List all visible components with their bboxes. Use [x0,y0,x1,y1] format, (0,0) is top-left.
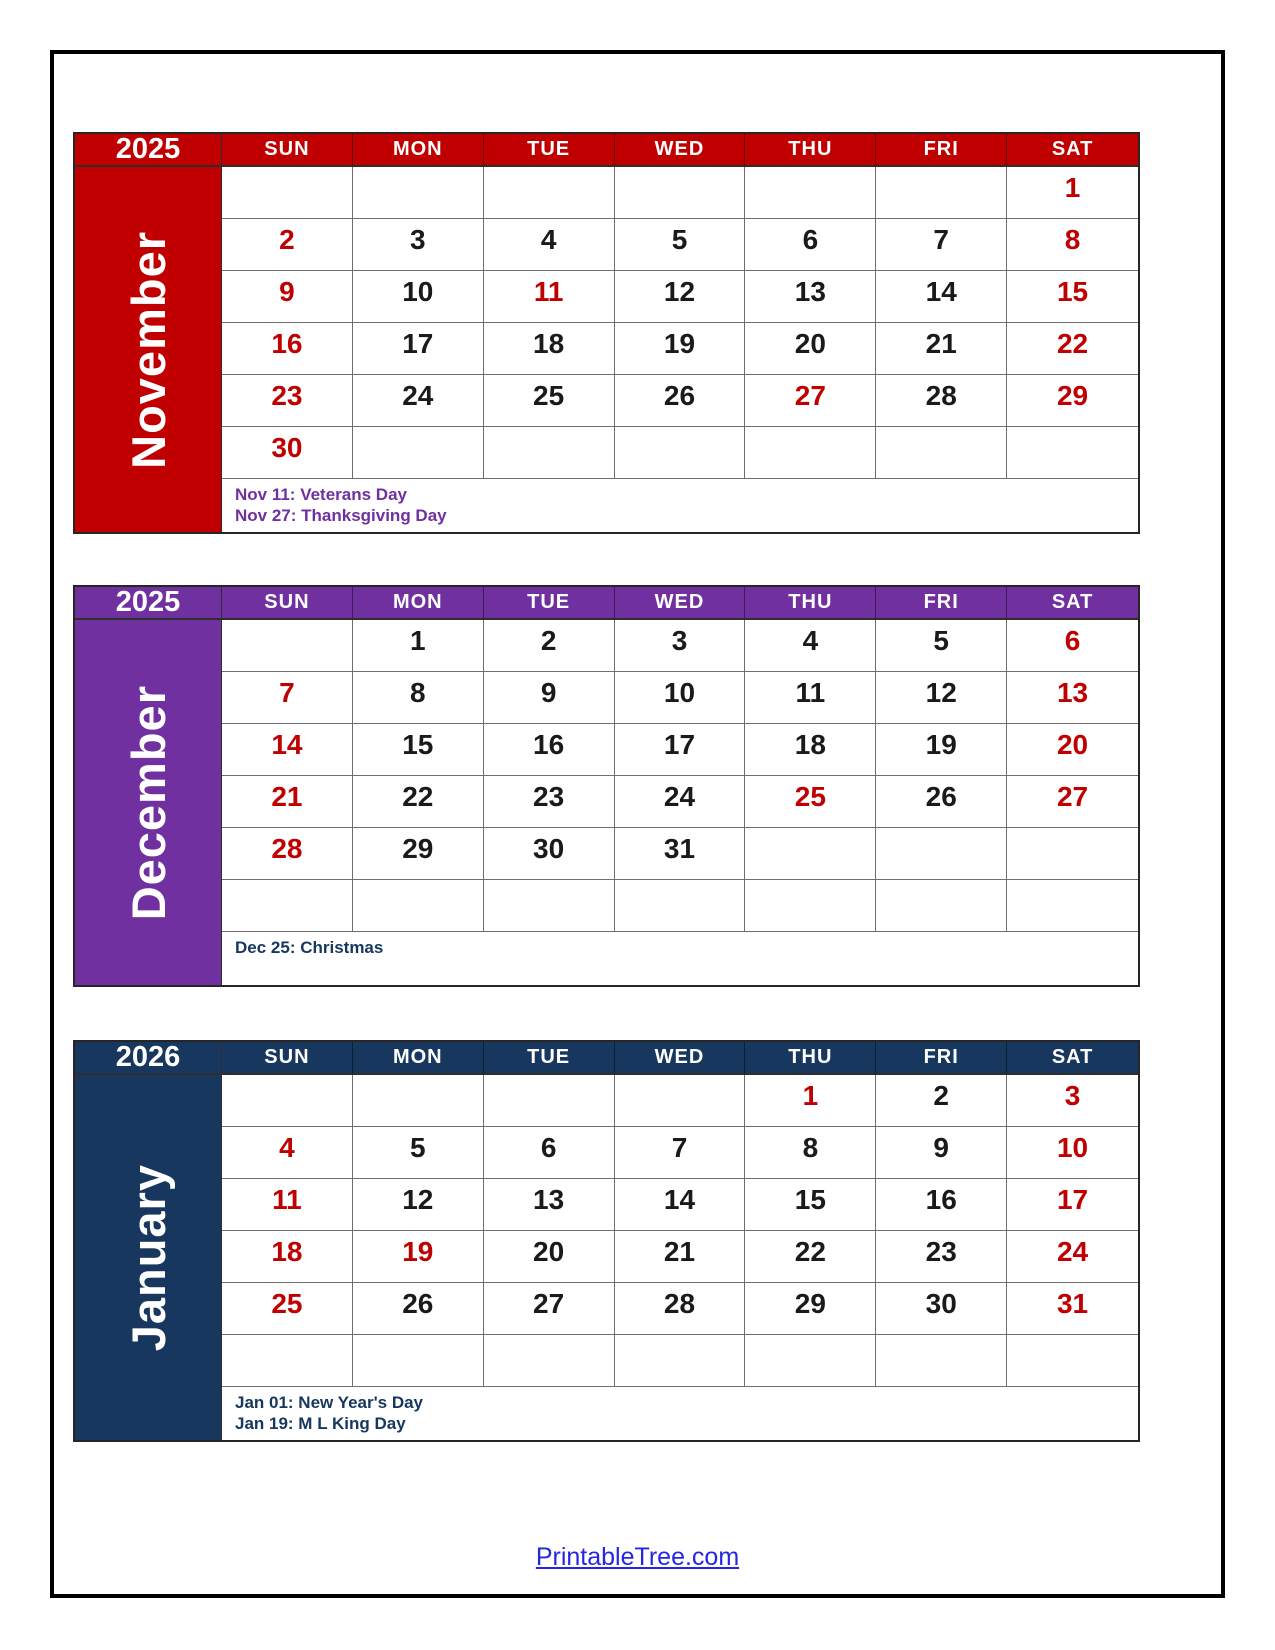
date-cell: 16 [876,1179,1007,1231]
date-cell: 12 [615,271,746,323]
date-cell [353,1075,484,1127]
date-cell: 24 [353,375,484,427]
month-name-strip-november [75,167,222,532]
date-cell: 15 [353,724,484,776]
date-cell [745,1335,876,1387]
date-cell: 1 [353,620,484,672]
date-cell: 16 [222,323,353,375]
date-cell: 30 [876,1283,1007,1335]
holiday-note: Dec 25: Christmas [235,938,384,957]
date-cell [745,427,876,479]
date-cell: 4 [222,1127,353,1179]
date-cell: 26 [876,776,1007,828]
page-border-frame [50,50,1225,1598]
day-header-wed: WED [615,134,746,167]
date-cell: 8 [353,672,484,724]
date-cell: 29 [745,1283,876,1335]
day-header-wed: WED [615,1042,746,1075]
date-cell: 30 [484,828,615,880]
date-cell [615,167,746,219]
year-label-january: 2026 [75,1042,222,1075]
date-cell [353,427,484,479]
date-cell: 3 [1007,1075,1138,1127]
date-cell: 10 [1007,1127,1138,1179]
day-header-sat: SAT [1007,1042,1138,1075]
date-cell: 5 [353,1127,484,1179]
date-cell [1007,880,1138,932]
footer-link[interactable]: PrintableTree.com [535,1543,740,1571]
day-header-fri: FRI [876,134,1007,167]
date-cell: 7 [876,219,1007,271]
date-cell: 19 [615,323,746,375]
date-cell [876,427,1007,479]
date-cell: 1 [1007,167,1138,219]
date-cell: 25 [745,776,876,828]
date-cell: 12 [876,672,1007,724]
date-cell: 10 [353,271,484,323]
day-header-sat: SAT [1007,587,1138,620]
day-header-mon: MON [353,1042,484,1075]
date-cell: 19 [876,724,1007,776]
date-cell [615,880,746,932]
date-cell: 21 [615,1231,746,1283]
date-cell: 9 [876,1127,1007,1179]
day-header-fri: FRI [876,587,1007,620]
month-label-january: January [121,1163,175,1352]
date-cell: 31 [615,828,746,880]
day-header-sun: SUN [222,1042,353,1075]
date-cell: 5 [876,620,1007,672]
date-cell: 4 [745,620,876,672]
date-cell: 9 [484,672,615,724]
date-cell [484,1335,615,1387]
day-header-tue: TUE [484,1042,615,1075]
date-cell: 23 [222,375,353,427]
day-header-tue: TUE [484,587,615,620]
date-cell: 25 [222,1283,353,1335]
date-cell: 11 [222,1179,353,1231]
date-cell: 16 [484,724,615,776]
day-header-tue: TUE [484,134,615,167]
date-cell [745,880,876,932]
date-cell: 20 [1007,724,1138,776]
month-table-january [73,1040,1140,1442]
date-cell: 29 [353,828,484,880]
day-header-sun: SUN [222,587,353,620]
date-cell: 6 [484,1127,615,1179]
date-cell [876,1335,1007,1387]
day-header-sat: SAT [1007,134,1138,167]
date-cell: 29 [1007,375,1138,427]
date-cell: 31 [1007,1283,1138,1335]
date-cell: 2 [222,219,353,271]
holiday-note: Nov 27: Thanksgiving Day [235,506,447,525]
month-table-november [73,132,1140,534]
date-cell: 22 [353,776,484,828]
month-name-strip-december [75,620,222,985]
date-cell [222,1075,353,1127]
day-header-thu: THU [745,134,876,167]
day-header-mon: MON [353,134,484,167]
month-label-december: December [121,684,175,921]
date-cell: 6 [745,219,876,271]
day-header-fri: FRI [876,1042,1007,1075]
date-cell: 28 [615,1283,746,1335]
date-cell: 7 [615,1127,746,1179]
date-cell: 2 [484,620,615,672]
month-table-december [73,585,1140,987]
date-cell: 7 [222,672,353,724]
date-cell: 19 [353,1231,484,1283]
day-header-thu: THU [745,1042,876,1075]
month-label-november: November [121,230,175,469]
date-cell: 22 [745,1231,876,1283]
date-cell: 27 [484,1283,615,1335]
date-cell: 27 [1007,776,1138,828]
date-cell [353,167,484,219]
date-cell: 13 [1007,672,1138,724]
date-cell [745,828,876,880]
day-header-thu: THU [745,587,876,620]
date-cell: 24 [1007,1231,1138,1283]
date-cell: 14 [615,1179,746,1231]
year-label-december: 2025 [75,587,222,620]
date-cell [484,427,615,479]
date-cell [745,167,876,219]
date-cell [353,880,484,932]
date-cell [1007,427,1138,479]
date-cell: 14 [876,271,1007,323]
date-cell: 3 [615,620,746,672]
month-name-strip-january [75,1075,222,1440]
date-cell: 6 [1007,620,1138,672]
date-cell: 28 [876,375,1007,427]
date-cell: 4 [484,219,615,271]
date-cell: 21 [876,323,1007,375]
month-block-november [73,132,1140,534]
date-cell: 20 [745,323,876,375]
date-cell: 20 [484,1231,615,1283]
date-cell: 3 [353,219,484,271]
holiday-note: Jan 19: M L King Day [235,1414,406,1433]
date-cell: 10 [615,672,746,724]
date-cell: 18 [222,1231,353,1283]
date-cell: 25 [484,375,615,427]
date-cell: 23 [484,776,615,828]
date-cell [615,1075,746,1127]
date-cell [222,167,353,219]
date-cell: 24 [615,776,746,828]
date-cell [222,880,353,932]
year-label-november: 2025 [75,134,222,167]
date-cell: 17 [615,724,746,776]
date-cell: 1 [745,1075,876,1127]
date-cell: 9 [222,271,353,323]
date-cell: 18 [484,323,615,375]
date-cell: 12 [353,1179,484,1231]
date-cell: 14 [222,724,353,776]
date-cell: 17 [1007,1179,1138,1231]
date-cell: 23 [876,1231,1007,1283]
date-cell [484,167,615,219]
day-header-sun: SUN [222,134,353,167]
date-cell [876,880,1007,932]
holiday-note: Nov 11: Veterans Day [235,485,407,504]
day-header-mon: MON [353,587,484,620]
date-cell [615,427,746,479]
day-header-wed: WED [615,587,746,620]
date-cell [876,167,1007,219]
date-cell [222,620,353,672]
month-block-january [73,1040,1140,1442]
date-cell: 21 [222,776,353,828]
date-cell: 13 [745,271,876,323]
date-cell: 8 [745,1127,876,1179]
holiday-notes-november [222,479,1138,532]
date-cell: 26 [353,1283,484,1335]
date-cell [1007,1335,1138,1387]
date-cell: 28 [222,828,353,880]
date-cell: 2 [876,1075,1007,1127]
date-cell: 26 [615,375,746,427]
date-cell: 13 [484,1179,615,1231]
date-cell: 22 [1007,323,1138,375]
date-cell: 15 [1007,271,1138,323]
date-cell [615,1335,746,1387]
date-cell: 18 [745,724,876,776]
holiday-note: Jan 01: New Year's Day [235,1393,424,1412]
date-cell: 30 [222,427,353,479]
date-cell: 8 [1007,219,1138,271]
date-cell: 11 [484,271,615,323]
date-cell [484,880,615,932]
month-block-december [73,585,1140,987]
holiday-notes-december [222,932,1138,985]
date-cell [484,1075,615,1127]
date-cell: 17 [353,323,484,375]
date-cell [876,828,1007,880]
date-cell: 11 [745,672,876,724]
date-cell: 15 [745,1179,876,1231]
date-cell: 5 [615,219,746,271]
date-cell [353,1335,484,1387]
holiday-notes-january [222,1387,1138,1440]
date-cell: 27 [745,375,876,427]
date-cell [1007,828,1138,880]
date-cell [222,1335,353,1387]
